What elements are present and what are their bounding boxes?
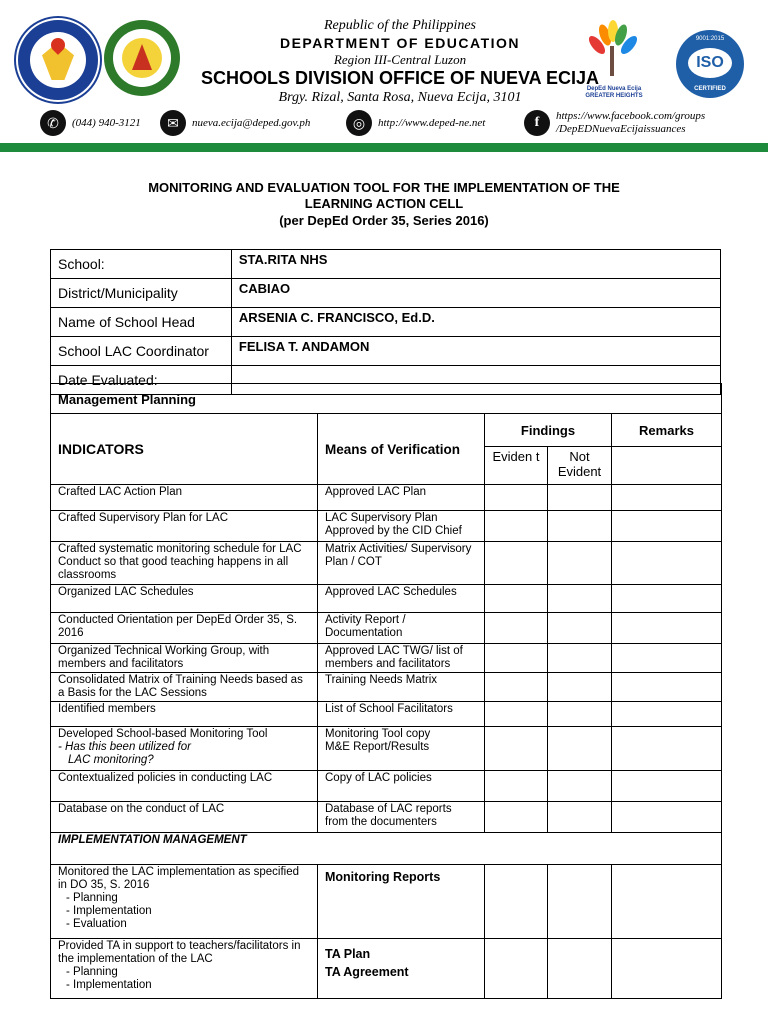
school-info-table [50, 249, 721, 395]
mov-cell: LAC Supervisory Plan Approved by the CID Chief [318, 511, 485, 542]
table-row [51, 511, 722, 542]
remarks-cell[interactable] [612, 727, 722, 771]
evident-cell[interactable] [485, 585, 548, 613]
table-row [51, 771, 722, 802]
not-evident-cell[interactable] [548, 939, 612, 999]
section-implementation-management: IMPLEMENTATION MANAGEMENT [51, 833, 722, 865]
header-divider-bar [0, 143, 768, 152]
table-row [51, 644, 722, 673]
table-row [51, 727, 722, 771]
indicator-bullet: - Implementation [66, 905, 152, 917]
table-row [51, 865, 722, 939]
evident-cell[interactable] [485, 865, 548, 939]
indicator-cell: Consolidated Matrix of Training Needs based as a Basis for the LAC Sessions [51, 673, 318, 702]
mov-cell: Activity Report / Documentation [318, 613, 485, 644]
info-label: District/Municipality [51, 279, 232, 308]
table-row [51, 585, 722, 613]
table-row [51, 673, 722, 702]
indicator-cell [51, 939, 318, 999]
indicators-table [50, 383, 722, 999]
mov-cell: Approved LAC Plan [318, 485, 485, 511]
greater-heights-text: DepEd Nueva Ecija GREATER HEIGHTS [585, 86, 643, 99]
evident-cell[interactable] [485, 511, 548, 542]
table-row [51, 802, 722, 833]
remarks-cell[interactable] [612, 644, 722, 673]
office-address: Brgy. Rizal, Santa Rosa, Nueva Ecija, 3101 [278, 90, 522, 105]
info-label: Date Evaluated: [51, 366, 232, 395]
remarks-cell[interactable] [612, 485, 722, 511]
info-value: ARSENIA C. FRANCISCO, Ed.D. [231, 308, 720, 337]
indicator-cell: Conducted Orientation per DepEd Order 35, S. 2016 [51, 613, 318, 644]
mov-cell: Approved LAC TWG/ list of members and facilitators [318, 644, 485, 673]
republic-line: Republic of the Philippines [323, 18, 477, 33]
remarks-cell[interactable] [612, 673, 722, 702]
mov-text: TA Agreement [325, 965, 409, 979]
website-link[interactable]: http://www.deped-ne.net [378, 117, 486, 129]
indicator-bullet: - Planning [66, 966, 118, 978]
info-row-lac-coordinator [51, 337, 721, 366]
indicator-cell: Organized Technical Working Group, with members and facilitators [51, 644, 318, 673]
not-evident-cell[interactable] [548, 511, 612, 542]
not-evident-cell[interactable] [548, 673, 612, 702]
department-line: DEPARTMENT OF EDUCATION [279, 35, 521, 51]
indicator-bullet: - Implementation [66, 979, 152, 991]
indicator-cell: Crafted LAC Action Plan [51, 485, 318, 511]
email-address[interactable]: nueva.ecija@deped.gov.ph [192, 117, 311, 129]
region-line: Region III-Central Luzon [333, 52, 467, 67]
info-row-school-head [51, 308, 721, 337]
mov-cell [318, 727, 485, 771]
evident-cell[interactable] [485, 702, 548, 727]
remarks-cell[interactable] [612, 802, 722, 833]
info-row-school [51, 250, 721, 279]
not-evident-cell[interactable] [548, 865, 612, 939]
indicator-cell: Organized LAC Schedules [51, 585, 318, 613]
header-not-evident: Not Evident [548, 447, 612, 485]
indicator-subquestion: - Has this been utilized for [58, 741, 191, 753]
indicator-bullet: - Evaluation [66, 918, 127, 930]
indicator-cell: Crafted systematic monitoring schedule for LAC Conduct so that good teaching happens in all classrooms [51, 542, 318, 585]
not-evident-cell[interactable] [548, 585, 612, 613]
office-name: SCHOOLS DIVISION OFFICE OF NUEVA ECIJA [200, 68, 600, 88]
indicator-cell: Identified members [51, 702, 318, 727]
mov-cell: List of School Facilitators [318, 702, 485, 727]
remarks-cell[interactable] [612, 865, 722, 939]
not-evident-cell[interactable] [548, 542, 612, 585]
deped-seal-logo [16, 18, 100, 102]
mov-text: Monitoring Tool copy [325, 728, 431, 740]
email-icon: ✉ [160, 110, 186, 136]
remarks-cell[interactable] [612, 939, 722, 999]
indicator-text: Provided TA in support to teachers/facilitators in the implementation of the LAC [58, 940, 301, 965]
header-indicators: INDICATORS [51, 414, 318, 485]
header-remarks: Remarks [612, 414, 722, 447]
table-row [51, 485, 722, 511]
mov-cell: Training Needs Matrix [318, 673, 485, 702]
not-evident-cell[interactable] [548, 771, 612, 802]
phone-icon: ✆ [40, 110, 66, 136]
mov-cell [318, 939, 485, 999]
not-evident-cell[interactable] [548, 727, 612, 771]
remarks-cell[interactable] [612, 447, 722, 485]
evident-cell[interactable] [485, 802, 548, 833]
globe-icon: ◎ [346, 110, 372, 136]
indicator-cell [51, 865, 318, 939]
evident-cell[interactable] [485, 485, 548, 511]
remarks-cell[interactable] [612, 771, 722, 802]
info-value: FELISA T. ANDAMON [231, 337, 720, 366]
phone-number: (044) 940-3121 [72, 117, 141, 129]
indicator-bullet: - Planning [66, 892, 118, 904]
remarks-cell[interactable] [612, 702, 722, 727]
indicator-subquestion: LAC monitoring? [68, 754, 154, 766]
info-row-district [51, 279, 721, 308]
document-title-line3: (per DepEd Order 35, Series 2016) [279, 213, 489, 228]
not-evident-cell[interactable] [548, 644, 612, 673]
info-label: Name of School Head [51, 308, 232, 337]
mov-cell: Database of LAC reports from the documenters [318, 802, 485, 833]
evident-cell[interactable] [485, 542, 548, 585]
mov-cell: Monitoring Reports [318, 865, 485, 939]
not-evident-cell[interactable] [548, 702, 612, 727]
division-seal-logo [104, 20, 180, 96]
not-evident-cell[interactable] [548, 485, 612, 511]
indicator-text: Monitored the LAC implementation as specified in DO 35, S. 2016 [58, 866, 299, 891]
facebook-link-line2[interactable]: /DepEDNuevaEcijaissuances [556, 123, 686, 135]
greater-heights-logo [572, 20, 652, 110]
evident-cell[interactable] [485, 939, 548, 999]
mov-cell: Matrix Activities/ Supervisory Plan / COT [318, 542, 485, 585]
not-evident-cell[interactable] [548, 613, 612, 644]
indicator-text: Developed School-based Monitoring Tool [58, 728, 268, 740]
remarks-cell[interactable] [612, 585, 722, 613]
mov-text: M&E Report/Results [325, 741, 430, 753]
section-management-planning: Management Planning [51, 384, 722, 414]
mov-text: TA Plan [325, 947, 371, 961]
info-label: School LAC Coordinator [51, 337, 232, 366]
evident-cell[interactable] [485, 727, 548, 771]
info-value: CABIAO [231, 279, 720, 308]
info-value: STA.RITA NHS [231, 250, 720, 279]
evident-cell[interactable] [485, 771, 548, 802]
table-row [51, 542, 722, 585]
header-means-of-verification: Means of Verification [318, 414, 485, 485]
mov-cell: Copy of LAC policies [318, 771, 485, 802]
remarks-cell[interactable] [612, 542, 722, 585]
header-findings: Findings [485, 414, 612, 447]
not-evident-cell[interactable] [548, 802, 612, 833]
evident-cell[interactable] [485, 644, 548, 673]
table-row [51, 702, 722, 727]
iso-certified-logo: 9001:2015 ISO CERTIFIED [676, 30, 744, 98]
indicator-cell: Database on the conduct of LAC [51, 802, 318, 833]
table-row [51, 613, 722, 644]
remarks-cell[interactable] [612, 613, 722, 644]
evident-cell[interactable] [485, 613, 548, 644]
facebook-icon: f [524, 110, 550, 136]
document-title-line1: MONITORING AND EVALUATION TOOL FOR THE IMPLEMENTATION OF THE [148, 180, 620, 195]
document-title-line2: LEARNING ACTION CELL [304, 196, 464, 211]
mov-cell: Approved LAC Schedules [318, 585, 485, 613]
indicator-cell: Contextualized policies in conducting LAC [51, 771, 318, 802]
indicator-cell [51, 727, 318, 771]
table-row [51, 939, 722, 999]
evident-cell[interactable] [485, 673, 548, 702]
facebook-link-line1[interactable]: https://www.facebook.com/groups [556, 110, 706, 122]
indicator-cell: Crafted Supervisory Plan for LAC [51, 511, 318, 542]
header-evident: Eviden t [485, 447, 548, 485]
remarks-cell[interactable] [612, 511, 722, 542]
info-label: School: [51, 250, 232, 279]
